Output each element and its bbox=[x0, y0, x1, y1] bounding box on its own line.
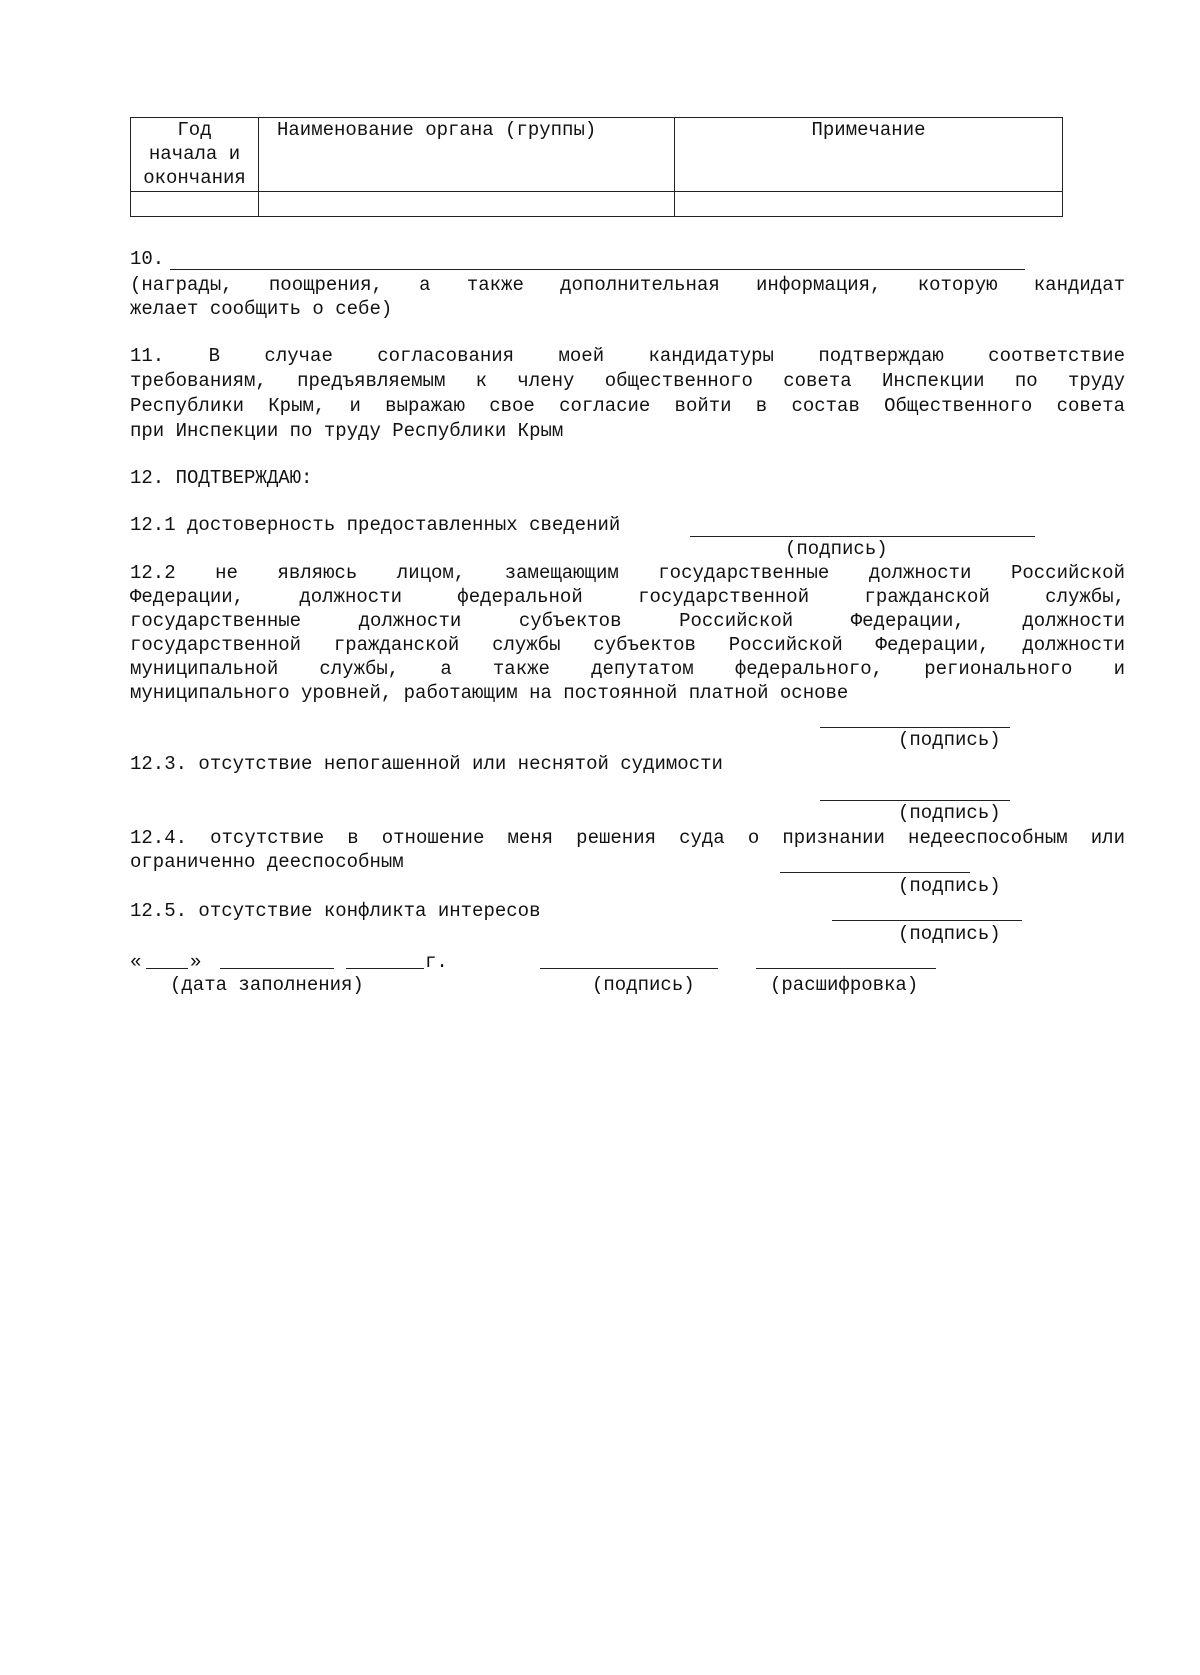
item12-2-signature-label: (подпись) bbox=[898, 729, 1001, 751]
item12-3-text: 12.3. отсутствие непогашенной или неснятой судимости bbox=[130, 753, 723, 775]
positions-table bbox=[130, 117, 1063, 217]
item12-1-text: 12.1 достоверность предоставленных сведений bbox=[130, 514, 621, 536]
item10-input-line[interactable] bbox=[170, 269, 1025, 270]
table-cell-organ[interactable] bbox=[259, 192, 675, 217]
item12-2-line4: государственной гражданской службы субъектов Российской Федерации, должности bbox=[130, 634, 1125, 656]
item12-2-line5: муниципальной службы, а также депутатом федерального, регионального и bbox=[130, 658, 1125, 680]
date-day-line[interactable] bbox=[146, 968, 188, 969]
item12-1-signature-label: (подпись) bbox=[785, 538, 888, 560]
date-label: (дата заполнения) bbox=[170, 974, 364, 996]
item12-5-signature-label: (подпись) bbox=[898, 923, 1001, 945]
item12-2-line3: государственные должности субъектов Российской Федерации, должности bbox=[130, 610, 1125, 632]
date-year-line[interactable] bbox=[346, 968, 424, 969]
footer-decode-label: (расшифровка) bbox=[770, 974, 919, 996]
table-cell-years[interactable] bbox=[131, 192, 259, 217]
header-years-line3: окончания bbox=[143, 167, 246, 189]
item12-2-line1: 12.2 не являюсь лицом, замещающим государственные должности Российской bbox=[130, 562, 1125, 584]
footer-signature-label: (подпись) bbox=[592, 974, 695, 996]
item12-4-signature-label: (подпись) bbox=[898, 875, 1001, 897]
footer-decode-line[interactable] bbox=[756, 968, 936, 969]
item12-5-text: 12.5. отсутствие конфликта интересов bbox=[130, 900, 541, 922]
table-cell-note[interactable] bbox=[675, 192, 1063, 217]
item10-number: 10. bbox=[130, 248, 165, 270]
item12-heading: 12. ПОДТВЕРЖДАЮ: bbox=[130, 467, 313, 489]
item12-4-line1: 12.4. отсутствие в отношение меня решения суда о признании недееспособным или bbox=[130, 827, 1125, 849]
item10-hint-line1: (награды, поощрения, а также дополнительная информация, которую кандидат bbox=[130, 274, 1125, 296]
item10-hint-line2: желает сообщить о себе) bbox=[130, 298, 393, 320]
item12-3-signature-label: (подпись) bbox=[898, 802, 1001, 824]
item12-4-signature-line[interactable] bbox=[780, 872, 970, 873]
header-years-line2: начала и bbox=[148, 143, 241, 165]
footer-signature-line[interactable] bbox=[540, 968, 718, 969]
header-years-line1: Год bbox=[177, 119, 212, 141]
table-row bbox=[131, 192, 1063, 217]
header-years bbox=[131, 118, 259, 192]
header-organ-name: Наименование органа (группы) bbox=[259, 118, 675, 192]
item12-2-line2: Федерации, должности федеральной государственной гражданской службы, bbox=[130, 586, 1125, 608]
item12-4-line2: ограниченно дееспособным bbox=[130, 851, 404, 873]
header-note: Примечание bbox=[675, 118, 1063, 192]
date-close-quote: » bbox=[190, 951, 202, 973]
item11-line4: при Инспекции по труду Республики Крым bbox=[130, 420, 564, 442]
date-month-line[interactable] bbox=[220, 968, 334, 969]
table-header-row bbox=[131, 118, 1063, 192]
item11-line1: 11. В случае согласования моей кандидатуры подтверждаю соответствие bbox=[130, 345, 1125, 367]
item11-line2: требованиям, предъявляемым к члену общественного совета Инспекции по труду bbox=[130, 370, 1125, 392]
item12-2-line6: муниципального уровней, работающим на постоянной платной основе bbox=[130, 682, 849, 704]
item12-5-signature-line[interactable] bbox=[832, 920, 1022, 921]
item11-line3: Республики Крым, и выражаю свое согласие войти в состав Общественного совета bbox=[130, 395, 1125, 417]
date-year-suffix: г. bbox=[425, 951, 448, 973]
date-open-quote: « bbox=[130, 951, 142, 973]
